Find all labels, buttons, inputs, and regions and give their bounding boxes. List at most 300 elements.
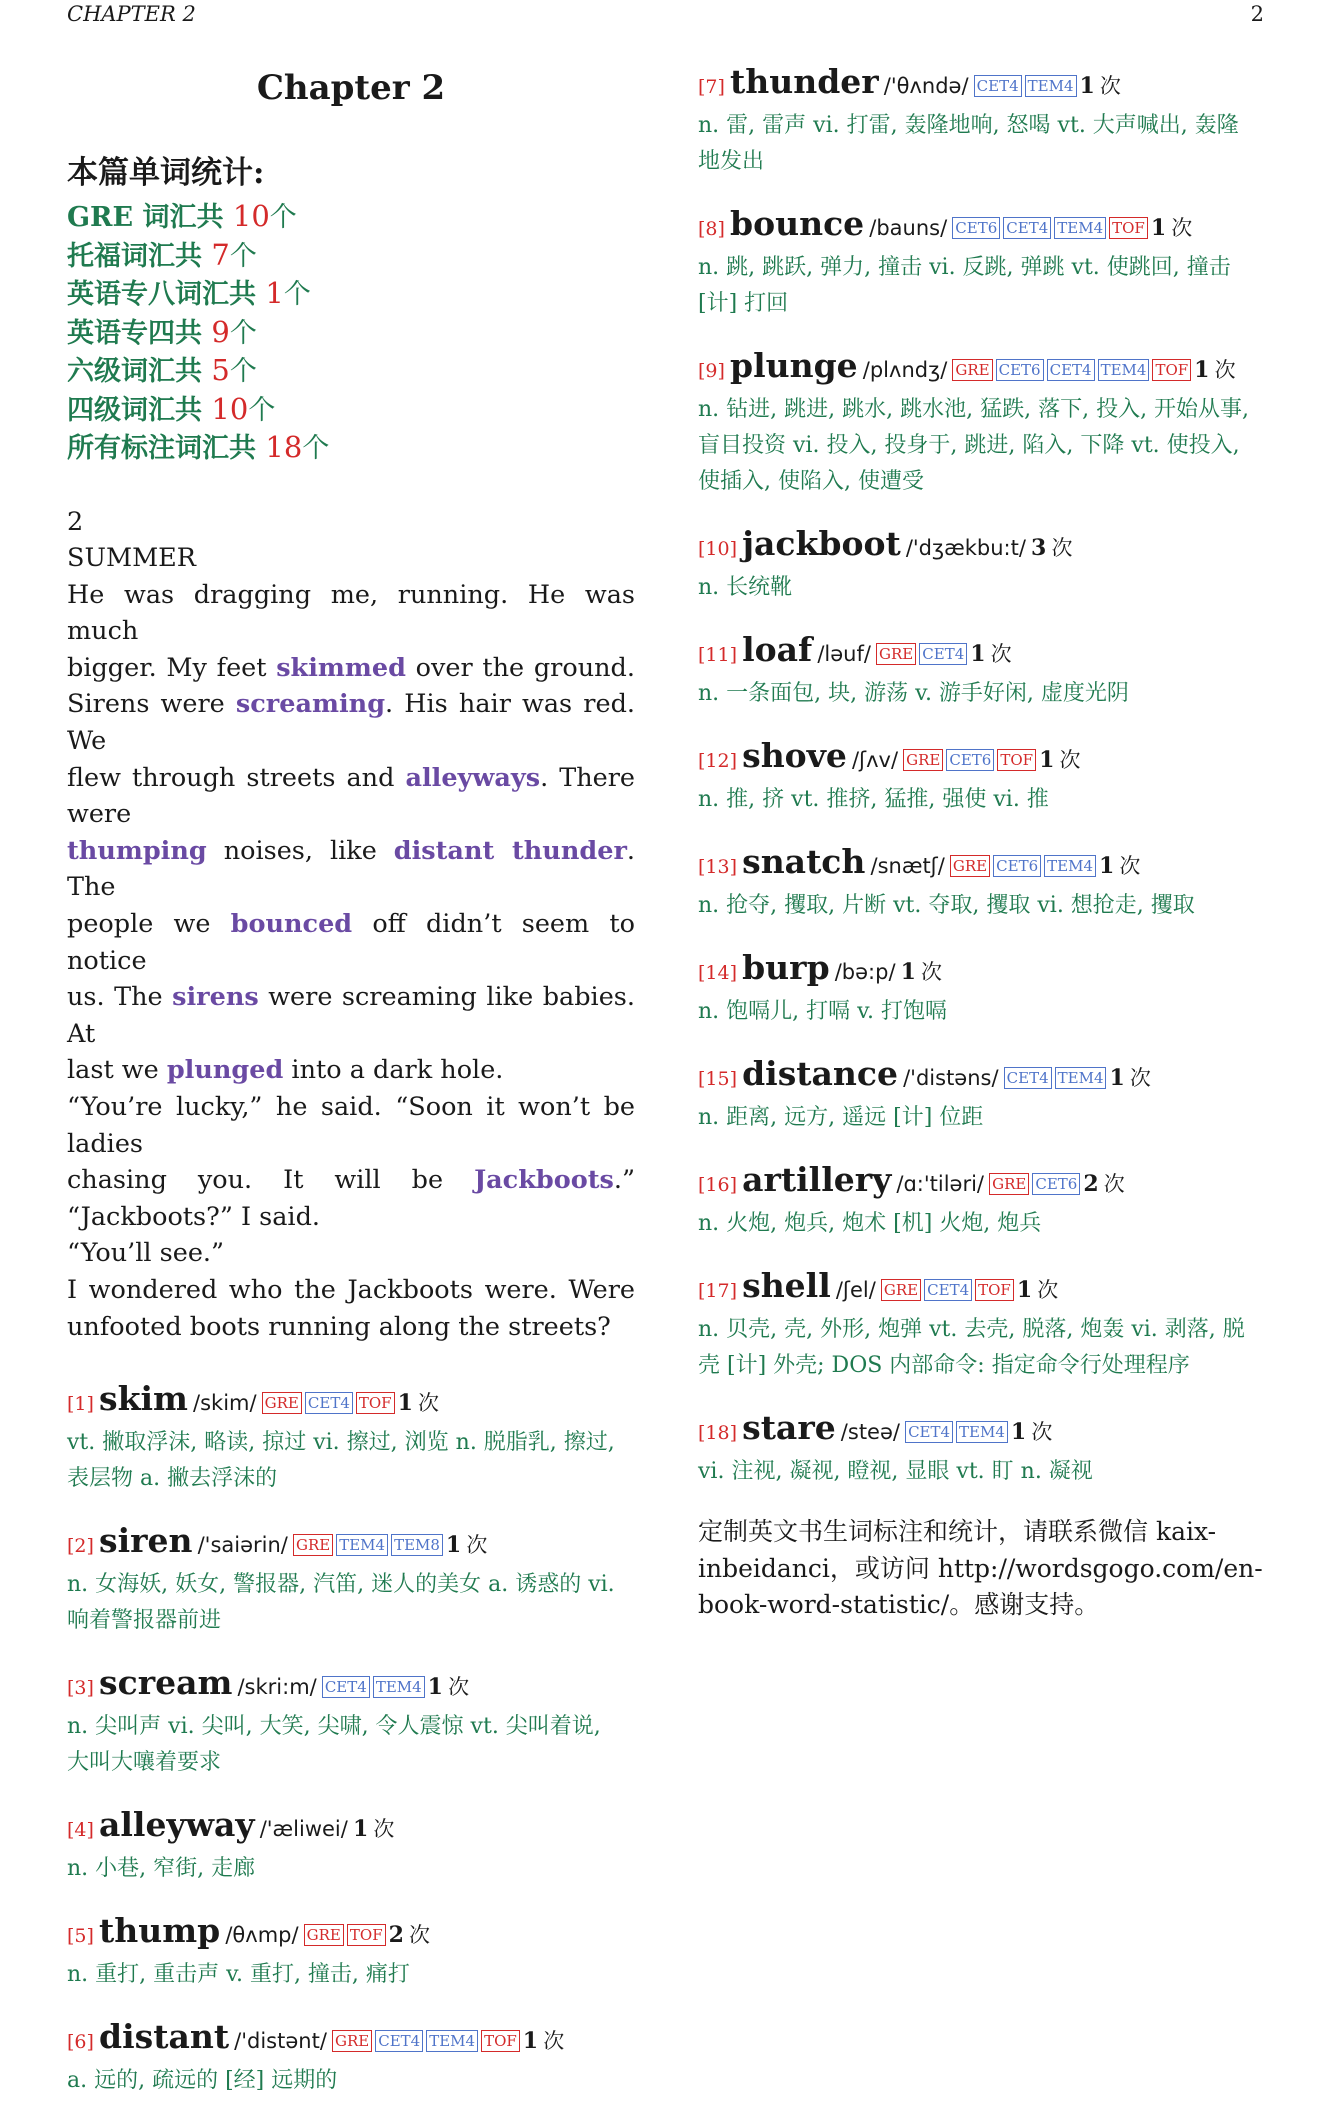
entry-word: skim [99, 1379, 188, 1419]
vocab-entry-head [698, 1266, 1268, 1312]
vocab-entry [698, 948, 1268, 1030]
entry-index: [2] [67, 1535, 94, 1558]
entry-count-unit: 次 [1099, 74, 1121, 98]
entry-word: shell [742, 1266, 831, 1305]
vocab-entry [698, 630, 1268, 712]
exam-tag-badge: TOF [1152, 359, 1191, 381]
vocab-entry-head [67, 1663, 635, 1709]
stat-unit: 个 [283, 279, 311, 310]
entry-phonetic: /'æliwei/ [259, 1817, 348, 1842]
entry-phonetic: /ləuf/ [817, 642, 871, 666]
entry-definition [67, 1957, 635, 1993]
stat-label: 英语专四共 [67, 317, 212, 349]
passage-line [67, 1309, 635, 1346]
definition-line: 壳 [计] 外壳; DOS 内部命令: 指定命令行处理程序 [698, 1353, 1190, 1378]
entry-index: [7] [698, 76, 725, 98]
vocab-entry [698, 204, 1268, 322]
vocab-entry [698, 1408, 1268, 1490]
entry-count: 1 [900, 959, 916, 985]
definition-line: n. 贝壳, 壳, 外形, 炮弹 vt. 去壳, 脱落, 炮轰 vi. 剥落, 脱 [698, 1317, 1245, 1342]
entry-count-unit: 次 [418, 1391, 439, 1416]
entry-count-unit: 次 [1119, 854, 1141, 878]
vocab-entry-head [67, 1521, 635, 1567]
exam-tag-badge: CET4 [1004, 1067, 1052, 1089]
entry-definition [698, 570, 1268, 606]
entry-index: [17] [698, 1280, 738, 1302]
vocab-entry [698, 1160, 1268, 1242]
entry-count: 1 [970, 641, 986, 667]
entry-count-unit: 次 [1059, 748, 1081, 772]
exam-tag-badge: TEM4 [426, 2030, 478, 2052]
stat-label: 所有标注词汇共 [67, 433, 266, 464]
exam-tag-badge: GRE [952, 359, 992, 381]
entry-phonetic: /snætʃ/ [870, 854, 945, 878]
definition-line: [计] 打回 [698, 291, 789, 316]
entry-count-unit: 次 [1031, 1420, 1053, 1444]
exam-tag-badge: CET4 [919, 643, 967, 665]
entry-word: snatch [742, 842, 866, 881]
chapter-title: Chapter 2 [256, 68, 446, 108]
entry-count: 1 [445, 1532, 462, 1559]
exam-tag-badge: CET4 [924, 1279, 972, 1301]
passage-text: noises, like [206, 835, 394, 866]
exam-tag-badge: TEM8 [391, 1534, 443, 1556]
vocab-entry-head [698, 1160, 1268, 1206]
entry-count: 3 [1031, 535, 1047, 561]
passage-line [67, 650, 635, 687]
exam-tag-badge: GRE [293, 1534, 333, 1556]
vocab-list-right [698, 62, 1268, 1490]
stat-row [67, 237, 635, 276]
passage-line [67, 1162, 635, 1199]
exam-tag-badge: CET4 [305, 1392, 353, 1414]
vocab-entry-head [698, 1408, 1268, 1454]
exam-tag-badge: CET4 [974, 75, 1022, 97]
highlighted-word: thumping [67, 835, 207, 866]
highlighted-word: Jackboots [474, 1165, 614, 1196]
entry-definition [698, 1454, 1268, 1490]
exam-tag-badge: TOF [975, 1279, 1014, 1301]
exam-tag-badge: TOF [997, 749, 1036, 771]
entry-word: distance [742, 1054, 899, 1093]
entry-word: plunge [730, 346, 858, 385]
definition-line: 大叫大嚷着要求 [67, 1750, 222, 1776]
entry-word: thump [99, 1911, 221, 1951]
entry-count-unit: 次 [409, 1923, 431, 1948]
entry-index: [6] [67, 2031, 94, 2054]
exam-tag-badge: CET4 [1047, 359, 1095, 381]
vocab-entry-head [698, 948, 1268, 994]
stat-row [67, 198, 635, 237]
exam-tag-badge: GRE [881, 1279, 921, 1301]
definition-line: a. 远的, 疏远的 [经] 远期的 [67, 2068, 338, 2094]
passage-text: people we [67, 909, 231, 940]
exam-tag-badge: TOF [481, 2030, 520, 2052]
vocab-entry-head [698, 842, 1268, 888]
exam-tag-badge: TEM4 [956, 1421, 1008, 1443]
vocab-entry [67, 1805, 635, 1887]
stat-unit: 个 [302, 433, 330, 464]
entry-word: burp [742, 948, 830, 987]
highlighted-word: distant thunder [393, 835, 627, 866]
entry-index: [16] [698, 1174, 738, 1196]
definition-line: 地发出 [698, 149, 765, 174]
passage-text: I wondered who the Jackboots were. Were [67, 1274, 635, 1305]
entry-count-unit: 次 [466, 1533, 488, 1558]
entry-index: [13] [698, 856, 738, 878]
left-column [67, 62, 635, 2123]
entry-word: alleyway [99, 1805, 255, 1845]
entry-phonetic: /steə/ [840, 1420, 900, 1444]
entry-count: 1 [397, 1390, 413, 1417]
vocab-entry [698, 62, 1268, 180]
stat-label: 六级词汇共 [67, 356, 212, 387]
entry-phonetic: /skri:m/ [237, 1675, 317, 1700]
entry-count: 1 [1016, 1277, 1033, 1303]
footer-note-line: 定制英文书生词标注和统计，请联系微信 kaix- [698, 1517, 1217, 1546]
passage-text: last we [67, 1055, 167, 1086]
entry-phonetic: /skim/ [193, 1391, 257, 1416]
entry-definition [698, 1206, 1268, 1242]
passage [67, 504, 635, 1346]
passage-line [67, 686, 635, 759]
stat-count: 5 [211, 353, 230, 387]
entry-word: jackboot [742, 524, 901, 563]
entry-definition [698, 994, 1268, 1030]
entry-word: loaf [742, 630, 813, 669]
footer-note-line: book-word-statistic/。感谢支持。 [698, 1590, 1100, 1619]
stat-unit: 个 [269, 202, 297, 233]
stats-list [67, 198, 635, 468]
footer-note [698, 1514, 1268, 1624]
exam-tag-badge: GRE [903, 749, 943, 771]
exam-tag-badge: CET6 [946, 749, 994, 771]
vocab-entry [698, 524, 1268, 606]
entry-count: 1 [1194, 357, 1210, 383]
entry-index: [5] [67, 1925, 94, 1948]
footer-note-line: inbeidanci，或访问 http://wordsgogo.com/en- [698, 1553, 1263, 1583]
exam-tag-badge: TEM4 [373, 1676, 425, 1698]
passage-heading: SUMMER [67, 543, 196, 574]
stat-row [67, 275, 635, 314]
exam-tag-badge: CET6 [996, 359, 1044, 381]
entry-count: 1 [1109, 1065, 1125, 1091]
vocab-entry-head [67, 2017, 635, 2063]
entry-phonetic: /'θʌndə/ [883, 74, 969, 98]
passage-line [67, 833, 635, 906]
exam-tag-badge: GRE [989, 1173, 1029, 1195]
entry-phonetic: /ʃel/ [835, 1278, 876, 1302]
passage-line [67, 906, 635, 979]
passage-line [67, 979, 635, 1052]
entry-definition [698, 1100, 1268, 1136]
exam-tag-badge: CET6 [993, 855, 1041, 877]
entry-definition [698, 676, 1268, 712]
entry-count-unit: 次 [1171, 216, 1193, 240]
entry-definition [698, 392, 1268, 500]
stats-heading: 本篇单词统计: [67, 155, 265, 191]
vocab-entry-head [698, 62, 1268, 108]
entry-word: distant [99, 2017, 230, 2057]
exam-tag-badge: TOF [347, 1924, 386, 1946]
passage-line [67, 577, 635, 650]
exam-tag-badge: TEM4 [1055, 1067, 1107, 1089]
entry-definition [67, 1567, 635, 1639]
exam-tag-badge: CET6 [1032, 1173, 1080, 1195]
entry-phonetic: /θʌmp/ [225, 1923, 299, 1948]
entry-count-unit: 次 [543, 2029, 565, 2054]
entry-phonetic: /plʌndʒ/ [862, 358, 948, 382]
definition-line: 使插入, 使陷入, 使遭受 [698, 469, 924, 494]
stat-unit: 个 [229, 356, 257, 387]
stat-count: 10 [232, 199, 270, 233]
vocab-entry [698, 346, 1268, 500]
entry-phonetic: /'distəns/ [903, 1066, 999, 1090]
passage-text: . There were [67, 762, 636, 830]
passage-line [67, 1052, 635, 1089]
vocab-entry [698, 736, 1268, 818]
entry-word: thunder [730, 62, 879, 101]
vocab-entry [698, 1266, 1268, 1384]
passage-text: into a dark hole. [283, 1055, 504, 1086]
entry-phonetic: /ʃʌv/ [851, 748, 899, 772]
definition-line: n. 长统靴 [698, 575, 793, 600]
exam-tag-badge: GRE [950, 855, 990, 877]
passage-text: . His hair was red. We [67, 689, 636, 757]
passage-text: were screaming like babies. At [67, 982, 635, 1049]
passage-body [67, 577, 635, 1345]
passage-text: bigger. My feet [67, 652, 277, 683]
definition-line: n. 饱嗝儿, 打嗝 v. 打饱嗝 [698, 999, 947, 1024]
stat-unit: 个 [248, 394, 276, 426]
entry-word: siren [99, 1521, 193, 1561]
exam-tag-badge: GRE [876, 643, 916, 665]
stat-count: 7 [211, 237, 230, 272]
stat-label: 托福词汇共 [67, 240, 212, 272]
vocab-entry-head [67, 1379, 635, 1425]
exam-tag-badge: TEM4 [336, 1534, 388, 1556]
page-number: 2 [1250, 2, 1264, 26]
vocab-entry-head [698, 630, 1268, 676]
entry-phonetic: /bə:p/ [834, 960, 896, 984]
vocab-entry [698, 842, 1268, 924]
passage-text: us. The [67, 982, 173, 1013]
highlighted-word: plunged [166, 1055, 284, 1086]
stat-unit: 个 [229, 240, 257, 272]
stat-row [67, 391, 635, 430]
stat-count: 1 [265, 276, 284, 310]
right-column [698, 62, 1268, 1624]
entry-index: [15] [698, 1068, 738, 1090]
entry-count: 1 [1079, 73, 1095, 99]
passage-line [67, 1272, 635, 1309]
definition-line: n. 距离, 远方, 遥远 [计] 位距 [698, 1105, 984, 1130]
highlighted-word: alleyways [405, 762, 541, 793]
exam-tag-badge: CET6 [952, 217, 1000, 239]
entry-index: [12] [698, 750, 738, 772]
entry-word: artillery [742, 1160, 892, 1199]
highlighted-word: sirens [172, 982, 259, 1013]
definition-line: n. 抢夺, 攫取, 片断 vt. 夺取, 攫取 vi. 想抢走, 攫取 [698, 893, 1195, 918]
entry-count: 2 [1083, 1171, 1099, 1197]
stat-row [67, 429, 635, 468]
entry-definition [698, 108, 1268, 180]
vocab-entry [67, 1663, 635, 1781]
passage-text: “You’re lucky,” he said. “Soon it won’t be ladies [67, 1092, 635, 1159]
entry-phonetic: /'distənt/ [234, 2029, 327, 2054]
entry-phonetic: /'dʒækbu:t/ [905, 536, 1026, 560]
entry-index: [1] [67, 1393, 94, 1416]
entry-phonetic: /ɑ:'tiləri/ [896, 1172, 985, 1196]
definition-line: n. 尖叫声 vi. 尖叫, 大笑, 尖啸, 令人震惊 vt. 尖叫着说, [67, 1714, 601, 1740]
entry-count-unit: 次 [1037, 1278, 1059, 1302]
vocab-entry [698, 1054, 1268, 1136]
stat-label: GRE 词汇共 [67, 202, 233, 233]
passage-text: He was dragging me, running. He was much [67, 579, 635, 647]
vocab-entry-head [67, 1805, 635, 1851]
definition-line: 盲目投资 vi. 投入, 投身于, 跳进, 陷入, 下降 vt. 使投入, [698, 433, 1240, 458]
entry-word: scream [99, 1663, 233, 1703]
vocab-entry-head [698, 1054, 1268, 1100]
exam-tag-badge: TEM4 [1025, 75, 1077, 97]
stat-count: 10 [211, 391, 249, 426]
vocab-entry [67, 1521, 635, 1639]
stat-count: 18 [265, 430, 303, 464]
definition-line: n. 跳, 跳跃, 弹力, 撞击 vi. 反跳, 弹跳 vt. 使跳回, 撞击 [698, 255, 1231, 280]
definition-line: vi. 注视, 凝视, 瞪视, 显眼 vt. 盯 n. 凝视 [698, 1459, 1093, 1484]
definition-line: n. 重打, 重击声 v. 重打, 撞击, 痛打 [67, 1962, 410, 1988]
exam-tag-badge: CET4 [1003, 217, 1051, 239]
exam-tag-badge: CET4 [375, 2030, 423, 2052]
entry-definition [698, 782, 1268, 818]
entry-definition [698, 888, 1268, 924]
stat-count: 9 [211, 314, 230, 349]
entry-index: [3] [67, 1677, 94, 1700]
entry-index: [18] [698, 1422, 738, 1444]
definition-line: n. 小巷, 窄街, 走廊 [67, 1856, 256, 1882]
entry-word: bounce [730, 204, 865, 243]
definition-line: n. 火炮, 炮兵, 炮术 [机] 火炮, 炮兵 [698, 1211, 1042, 1236]
vocab-entry-head [698, 204, 1268, 250]
highlighted-word: skimmed [276, 652, 406, 683]
passage-text: Sirens were [67, 689, 236, 720]
entry-count: 1 [1150, 215, 1167, 241]
exam-tag-badge: TOF [1109, 217, 1148, 239]
exam-tag-badge: CET4 [322, 1676, 370, 1698]
vocab-entry [67, 1379, 635, 1497]
entry-count-unit: 次 [1051, 536, 1073, 560]
entry-definition [698, 1312, 1268, 1384]
exam-tag-badge: TEM4 [1054, 217, 1106, 239]
entry-count: 1 [427, 1674, 443, 1701]
entry-definition [67, 1851, 635, 1887]
passage-text: .” [613, 1165, 635, 1196]
passage-number: 2 [67, 506, 84, 537]
vocab-entry-head [67, 1911, 635, 1957]
exam-tag-badge: GRE [304, 1924, 344, 1946]
entry-index: [8] [698, 218, 725, 240]
entry-index: [11] [698, 644, 738, 666]
definition-line: n. 钻进, 跳进, 跳水, 跳水池, 猛跌, 落下, 投入, 开始从事, [698, 397, 1250, 422]
definition-line: 响着警报器前进 [67, 1608, 222, 1634]
definition-line: 表层物 a. 撇去浮沫的 [67, 1466, 278, 1492]
stat-row [67, 352, 635, 391]
definition-line: n. 一条面包, 块, 游荡 v. 游手好闲, 虚度光阴 [698, 681, 1129, 706]
exam-tag-badge: TEM4 [1098, 359, 1150, 381]
definition-line: n. 雷, 雷声 vi. 打雷, 轰隆地响, 怒喝 vt. 大声喊出, 轰隆 [698, 113, 1239, 138]
passage-text: . The [67, 835, 635, 903]
entry-word: shove [742, 736, 847, 775]
stat-unit: 个 [229, 317, 257, 349]
entry-definition [67, 1425, 635, 1497]
running-head-chapter: CHAPTER 2 [67, 2, 196, 26]
entry-phonetic: /'saiərin/ [197, 1533, 288, 1558]
exam-tag-badge: TOF [356, 1392, 395, 1414]
entry-count-unit: 次 [448, 1675, 470, 1700]
vocab-entry-head [698, 524, 1268, 570]
exam-tag-badge: CET4 [905, 1421, 953, 1443]
entry-count-unit: 次 [990, 642, 1012, 666]
exam-tag-badge: GRE [262, 1392, 302, 1414]
running-head [67, 2, 1264, 26]
entry-definition [698, 250, 1268, 322]
definition-line: vt. 撇取浮沫, 略读, 掠过 vi. 擦过, 浏览 n. 脱脂乳, 擦过, [67, 1430, 615, 1456]
highlighted-word: bounced [230, 909, 353, 940]
highlighted-word: screaming [235, 689, 386, 720]
passage-text: flew through streets and [67, 762, 406, 793]
entry-count: 1 [1039, 747, 1055, 773]
entry-count-unit: 次 [921, 960, 943, 984]
entry-count-unit: 次 [1214, 358, 1236, 382]
passage-line [67, 760, 635, 833]
passage-line [67, 1089, 635, 1162]
entry-count-unit: 次 [373, 1817, 395, 1842]
entry-definition [67, 2063, 635, 2099]
passage-line [67, 1199, 635, 1236]
entry-phonetic: /bauns/ [869, 216, 948, 240]
passage-text: “Jackboots?” I said. [67, 1201, 321, 1232]
entry-definition [67, 1709, 635, 1781]
entry-count: 1 [1010, 1419, 1027, 1445]
passage-text: unfooted boots running along the streets? [67, 1311, 611, 1342]
passage-text: off didn’t seem to notice [67, 909, 635, 976]
entry-index: [14] [698, 962, 738, 984]
vocab-entry [67, 1911, 635, 1993]
entry-count-unit: 次 [1129, 1066, 1151, 1090]
definition-line: n. 女海妖, 妖女, 警报器, 汽笛, 迷人的美女 a. 诱惑的 vi. [67, 1572, 615, 1598]
definition-line: n. 推, 挤 vt. 推挤, 猛推, 强使 vi. 推 [698, 787, 1049, 812]
vocab-entry [67, 2017, 635, 2099]
entry-index: [9] [698, 360, 725, 382]
exam-tag-badge: TEM4 [1044, 855, 1096, 877]
exam-tag-badge: GRE [332, 2030, 372, 2052]
entry-count: 1 [522, 2028, 539, 2055]
vocab-entry-head [698, 736, 1268, 782]
passage-text: “You’ll see.” [67, 1238, 225, 1269]
entry-count: 1 [1098, 853, 1115, 879]
passage-line [67, 1235, 635, 1272]
entry-word: stare [742, 1408, 836, 1447]
passage-text: over the ground. [405, 652, 635, 683]
entry-count: 1 [352, 1816, 369, 1843]
entry-count: 2 [388, 1922, 404, 1949]
entry-index: [4] [67, 1819, 94, 1842]
stat-label: 英语专八词汇共 [67, 279, 266, 310]
stat-row [67, 314, 635, 353]
vocab-entry-head [698, 346, 1268, 392]
passage-text: chasing you. It will be [67, 1165, 475, 1196]
entry-index: [10] [698, 538, 738, 560]
